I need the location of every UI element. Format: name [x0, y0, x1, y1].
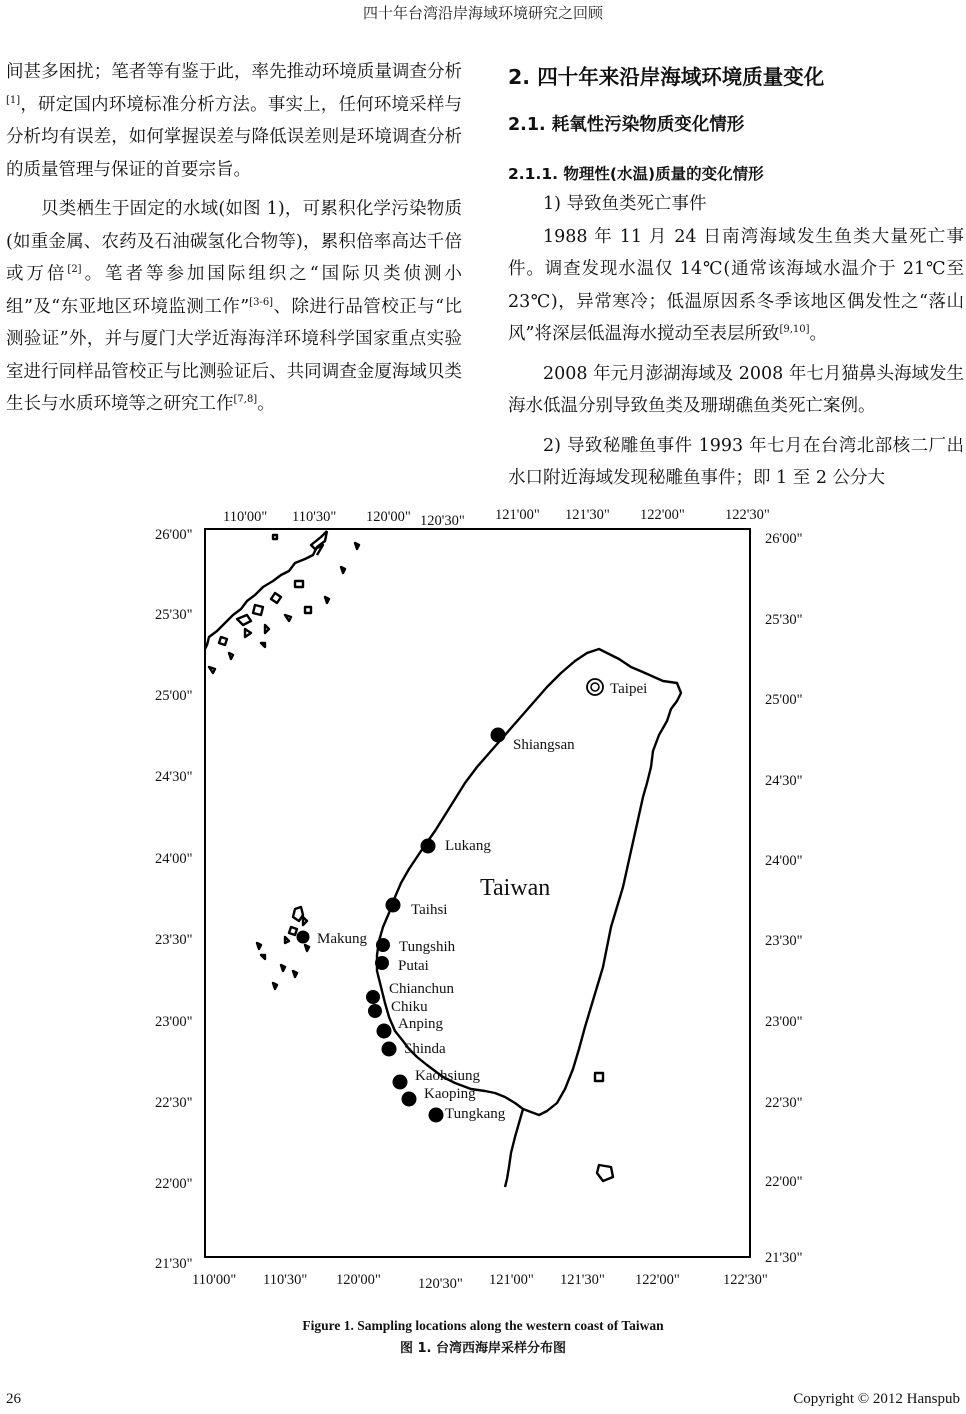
lanyu-island	[597, 1165, 613, 1181]
subsubsection-heading: 2.1.1. 物理性(水温)质量的变化情形	[508, 165, 764, 183]
site-marker	[382, 1042, 397, 1057]
lat-label: 24'00"	[155, 851, 193, 867]
site-marker	[297, 931, 310, 944]
right-paragraph-2: 2008 年元月澎湖海域及 2008 年七月猫鼻头海域发生海水低温分别导致鱼类及珊瑚礁鱼类死亡案例。	[508, 363, 964, 416]
lon-label: 120'00"	[366, 509, 411, 525]
site-label: Putai	[398, 958, 429, 974]
site-marker	[421, 839, 436, 854]
lat-label: 23'00"	[155, 1014, 193, 1030]
site-marker	[368, 1004, 382, 1018]
citation[interactable]: [7,8]	[233, 394, 258, 405]
left-paragraph-1: 间甚多困扰；笔者等有鉴于此，率先推动环境质量调查分析[1]，研定国内环境标准分析方法。事实上，任何环境采样与分析均有误差，如何掌握误差与降低误差则是环境调查分析的质量管理与保证的首要宗旨。	[6, 62, 462, 180]
site-marker	[366, 990, 380, 1004]
citation[interactable]: [2]	[67, 264, 82, 275]
mainland-coast	[311, 531, 327, 555]
section-heading: 2. 四十年来沿岸海域环境质量变化	[508, 65, 825, 89]
lat-label: 25'30"	[765, 612, 803, 628]
city-label: Taipei	[610, 681, 648, 697]
copyright: Copyright © 2012 Hanspub	[793, 1391, 960, 1407]
site-label: Taihsi	[411, 902, 448, 918]
page-number: 26	[6, 1391, 21, 1407]
lat-label: 25'30"	[155, 607, 193, 623]
subsection-heading: 2.1. 耗氧性污染物质变化情形	[508, 115, 745, 135]
citation[interactable]: [3-6]	[249, 296, 274, 308]
map-frame	[205, 529, 750, 1257]
site-marker	[393, 1075, 408, 1090]
lon-label: 121'00"	[495, 507, 540, 523]
lon-label: 110'00"	[192, 1272, 237, 1288]
lon-label: 122'30"	[725, 507, 770, 523]
lon-label: 121'30"	[560, 1272, 605, 1288]
lat-label: 22'30"	[155, 1095, 193, 1111]
site-label: Shiangsan	[513, 737, 575, 753]
island-label: Taiwan	[480, 875, 551, 901]
right-paragraph-3: 2) 导致秘雕鱼事件 1993 年七月在台湾北部核二厂出水口附近海域发现秘雕鱼事件；即 1 至 2 公分大	[508, 435, 964, 488]
lat-label: 25'00"	[155, 688, 193, 704]
lat-label: 24'30"	[155, 769, 193, 785]
lon-label: 110'30"	[292, 509, 337, 525]
lon-label: 121'30"	[565, 507, 610, 523]
figure-caption-en: Figure 1. Sampling locations along the western coast of Taiwan	[302, 1318, 664, 1333]
site-label: Kaohsiung	[415, 1068, 480, 1084]
lon-label: 122'30"	[723, 1272, 768, 1288]
site-label: Makung	[317, 931, 367, 947]
lat-label: 21'30"	[155, 1256, 193, 1272]
lat-label: 26'00"	[765, 531, 803, 547]
lon-label: 120'30"	[420, 513, 465, 529]
lat-label: 22'00"	[155, 1176, 193, 1192]
left-column	[6, 56, 462, 421]
lat-label: 22'30"	[765, 1095, 803, 1111]
citation[interactable]: [1]	[6, 94, 21, 106]
site-label: Lukang	[445, 838, 491, 854]
lon-label: 120'30"	[418, 1276, 463, 1292]
site-label: Chianchun	[389, 981, 454, 997]
site-label: Tungshih	[399, 939, 456, 955]
citation[interactable]: [9,10]	[779, 324, 810, 335]
lat-label: 25'00"	[765, 692, 803, 708]
site-label: Anping	[398, 1016, 443, 1032]
lon-label: 120'00"	[336, 1272, 381, 1288]
taipei-icon	[587, 679, 603, 695]
site-marker	[429, 1108, 444, 1123]
taipei-icon-inner	[591, 683, 599, 691]
lat-label: 23'30"	[765, 933, 803, 949]
site-label: Kaoping	[424, 1086, 476, 1102]
site-label: Tungkang	[445, 1106, 506, 1122]
lat-label: 21'30"	[765, 1250, 803, 1266]
penghu-islands	[257, 907, 309, 989]
lat-label: 23'30"	[155, 932, 193, 948]
site-marker	[375, 956, 389, 970]
green-island	[595, 1073, 603, 1081]
left-paragraph-2: 贝类栖生于固定的水域(如图 1)，可累积化学污染物质(如重金属、农药及石油碳氢化合物等)，累积倍率高达千倍或万倍[2]。笔者等参加国际组织之“国际贝类侦测小组”及“东亚地区环境监测工作”[3-6]、除进行品管校正与“比测验证”外，并与厦门大学近海海洋环境科学国家重点实验室进行同样品管校正与比测验证后、共同调查金厦海域贝类生长与水质环境等之研究工作[7,8]。	[6, 199, 462, 414]
right-column	[508, 56, 964, 495]
right-paragraph-1: 1988 年 11 月 24 日南湾海域发生鱼类大量死亡事件。调查发现水温仅 14℃(通常该海域水温介于 21℃至 23℃)，异常寒冷；低温原因系冬季该地区偶发性之“落山风”将深层低温海水搅动至表层所致[9,10]。	[508, 226, 964, 344]
lat-label: 24'00"	[765, 853, 803, 869]
site-marker	[402, 1092, 417, 1107]
item-1-title: 1) 导致鱼类死亡事件	[543, 194, 707, 214]
sampling-map	[145, 497, 822, 1302]
lon-label: 122'00"	[640, 507, 685, 523]
taiwan-south-tip	[505, 1109, 523, 1187]
lon-label: 121'00"	[489, 1272, 534, 1288]
lat-label: 23'00"	[765, 1014, 803, 1030]
lat-label: 24'30"	[765, 773, 803, 789]
site-label: Shinda	[404, 1041, 446, 1057]
figure-caption-zh: 图 1. 台湾西海岸采样分布图	[399, 1341, 567, 1356]
lat-label: 22'00"	[765, 1174, 803, 1190]
lon-label: 122'00"	[635, 1272, 680, 1288]
site-marker	[491, 728, 506, 743]
site-marker	[376, 938, 390, 952]
mainland-islets	[209, 581, 329, 673]
lon-label: 110'30"	[263, 1272, 308, 1288]
site-marker	[377, 1024, 392, 1039]
site-label: Chiku	[391, 999, 428, 1015]
lon-label: 110'00"	[223, 509, 268, 525]
running-head: 四十年台湾沿岸海域环境研究之回顾	[362, 4, 603, 22]
lat-label: 26'00"	[155, 527, 193, 543]
site-marker	[386, 898, 401, 913]
